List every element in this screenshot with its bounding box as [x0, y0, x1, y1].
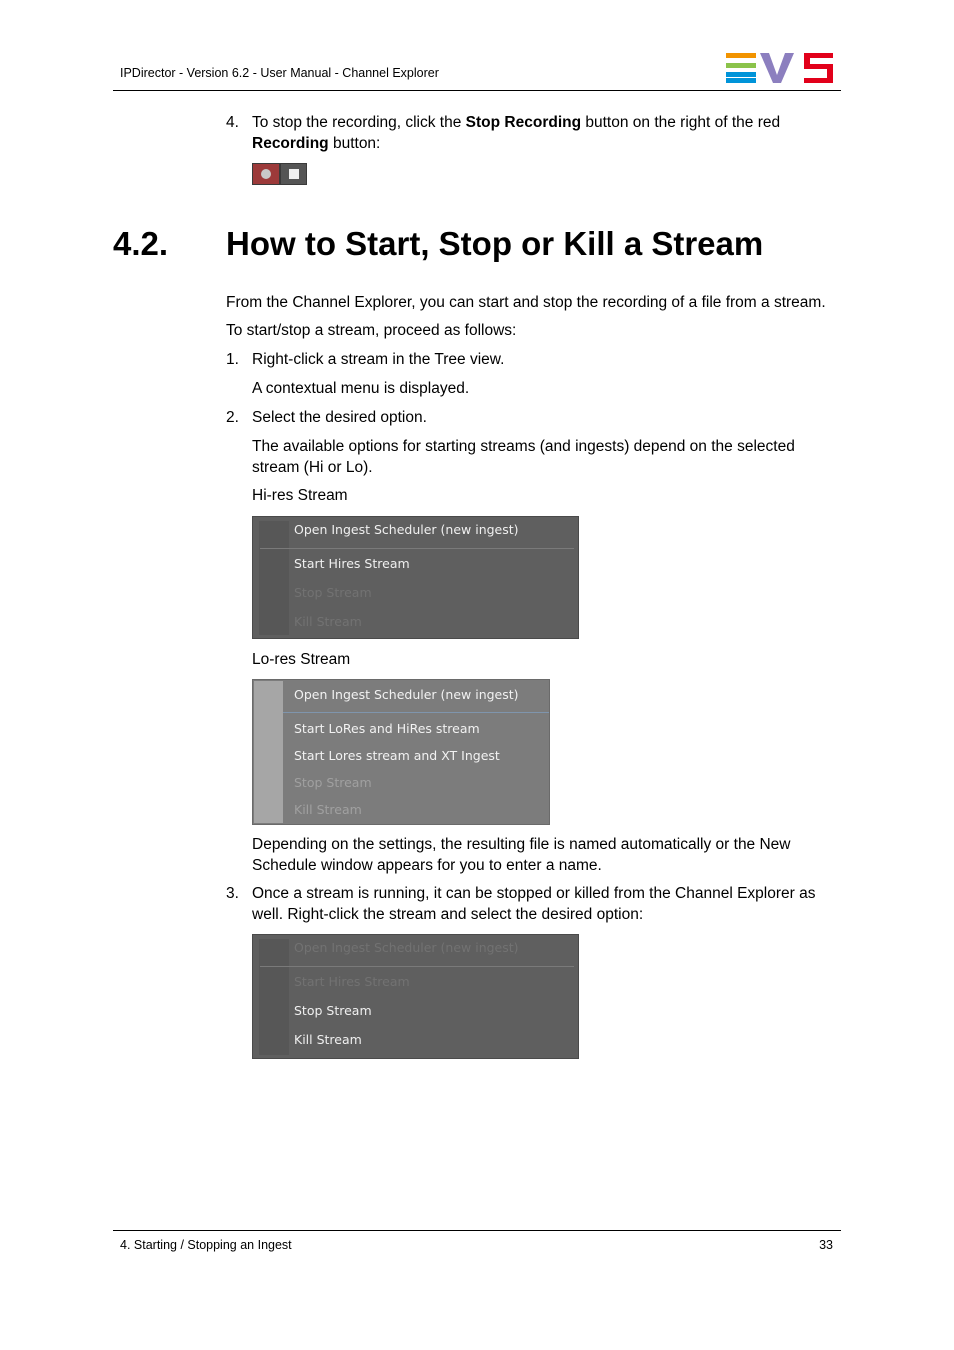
menu-item-open-ingest-scheduler[interactable]: Open Ingest Scheduler (new ingest): [294, 522, 519, 537]
header-rule: [113, 90, 841, 91]
recording-buttons-image: [252, 163, 307, 185]
header-title: IPDirector - Version 6.2 - User Manual - Channel Explorer: [120, 66, 439, 80]
stop-button: [281, 164, 306, 184]
hires-caption: Hi-res Stream: [252, 487, 348, 504]
menu-item-start-lores-hires-stream[interactable]: Start LoRes and HiRes stream: [294, 721, 480, 736]
menu-item-kill-stream[interactable]: Kill Stream: [294, 1032, 362, 1047]
menu-item-start-hires-stream: Start Hires Stream: [294, 974, 410, 989]
menu-separator: [260, 548, 574, 549]
step-note: The available options for starting streams (and ingests) depend on the selected stream (Hi or Lo).: [252, 438, 795, 476]
stop-square-icon: [289, 169, 299, 179]
menu-gutter: [259, 521, 289, 635]
menu-item-kill-stream: Kill Stream: [294, 802, 362, 817]
menu-item-kill-stream: Kill Stream: [294, 614, 362, 629]
step-text: Select the desired option.: [252, 409, 427, 426]
evs-logo: [726, 53, 834, 83]
step-number: 3.: [226, 885, 239, 902]
footer-chapter: 4. Starting / Stopping an Ingest: [120, 1238, 292, 1252]
menu-separator: [283, 712, 549, 713]
menu-separator: [260, 966, 574, 967]
proceed-paragraph: To start/stop a stream, proceed as follows:: [226, 322, 517, 339]
step-number: 1.: [226, 351, 239, 368]
record-circle-icon: [261, 169, 271, 179]
footer-rule: [113, 1230, 841, 1231]
menu-gutter: [254, 681, 283, 823]
lores-context-menu: [252, 679, 550, 825]
step-text: Once a stream is running, it can be stopped or killed from the Channel Explorer as well. Right-click the stream and select the desired option:: [252, 885, 816, 923]
menu-item-start-lores-xt-ingest[interactable]: Start Lores stream and XT Ingest: [294, 748, 500, 763]
section-title: How to Start, Stop or Kill a Stream: [226, 225, 764, 262]
step-number: 4.: [226, 114, 239, 131]
running-stream-context-menu: [252, 934, 579, 1059]
menu-item-stop-stream: Stop Stream: [294, 775, 372, 790]
menu-gutter: [259, 939, 289, 1055]
menu-item-stop-stream[interactable]: Stop Stream: [294, 1003, 372, 1018]
intro-paragraph: From the Channel Explorer, you can start and stop the recording of a file from a stream.: [226, 294, 826, 311]
lores-caption: Lo-res Stream: [252, 651, 351, 668]
menu-item-stop-stream: Stop Stream: [294, 585, 372, 600]
hires-context-menu: [252, 516, 579, 639]
step-text: Right-click a stream in the Tree view.: [252, 351, 505, 368]
menu-item-open-ingest-scheduler: Open Ingest Scheduler (new ingest): [294, 940, 519, 955]
step-note: A contextual menu is displayed.: [252, 380, 470, 397]
step-number: 2.: [226, 409, 239, 426]
step-text: To stop the recording, click the Stop Recording button on the right of the red Recording button:: [252, 114, 781, 152]
page-number: 33: [819, 1238, 833, 1252]
section-number: 4.2.: [113, 225, 169, 262]
record-button: [253, 164, 279, 184]
menu-item-open-ingest-scheduler[interactable]: Open Ingest Scheduler (new ingest): [294, 687, 519, 702]
depending-paragraph: Depending on the settings, the resulting file is named automatically or the New Schedule window appears for you to enter a name.: [252, 836, 791, 874]
menu-item-start-hires-stream[interactable]: Start Hires Stream: [294, 556, 410, 571]
